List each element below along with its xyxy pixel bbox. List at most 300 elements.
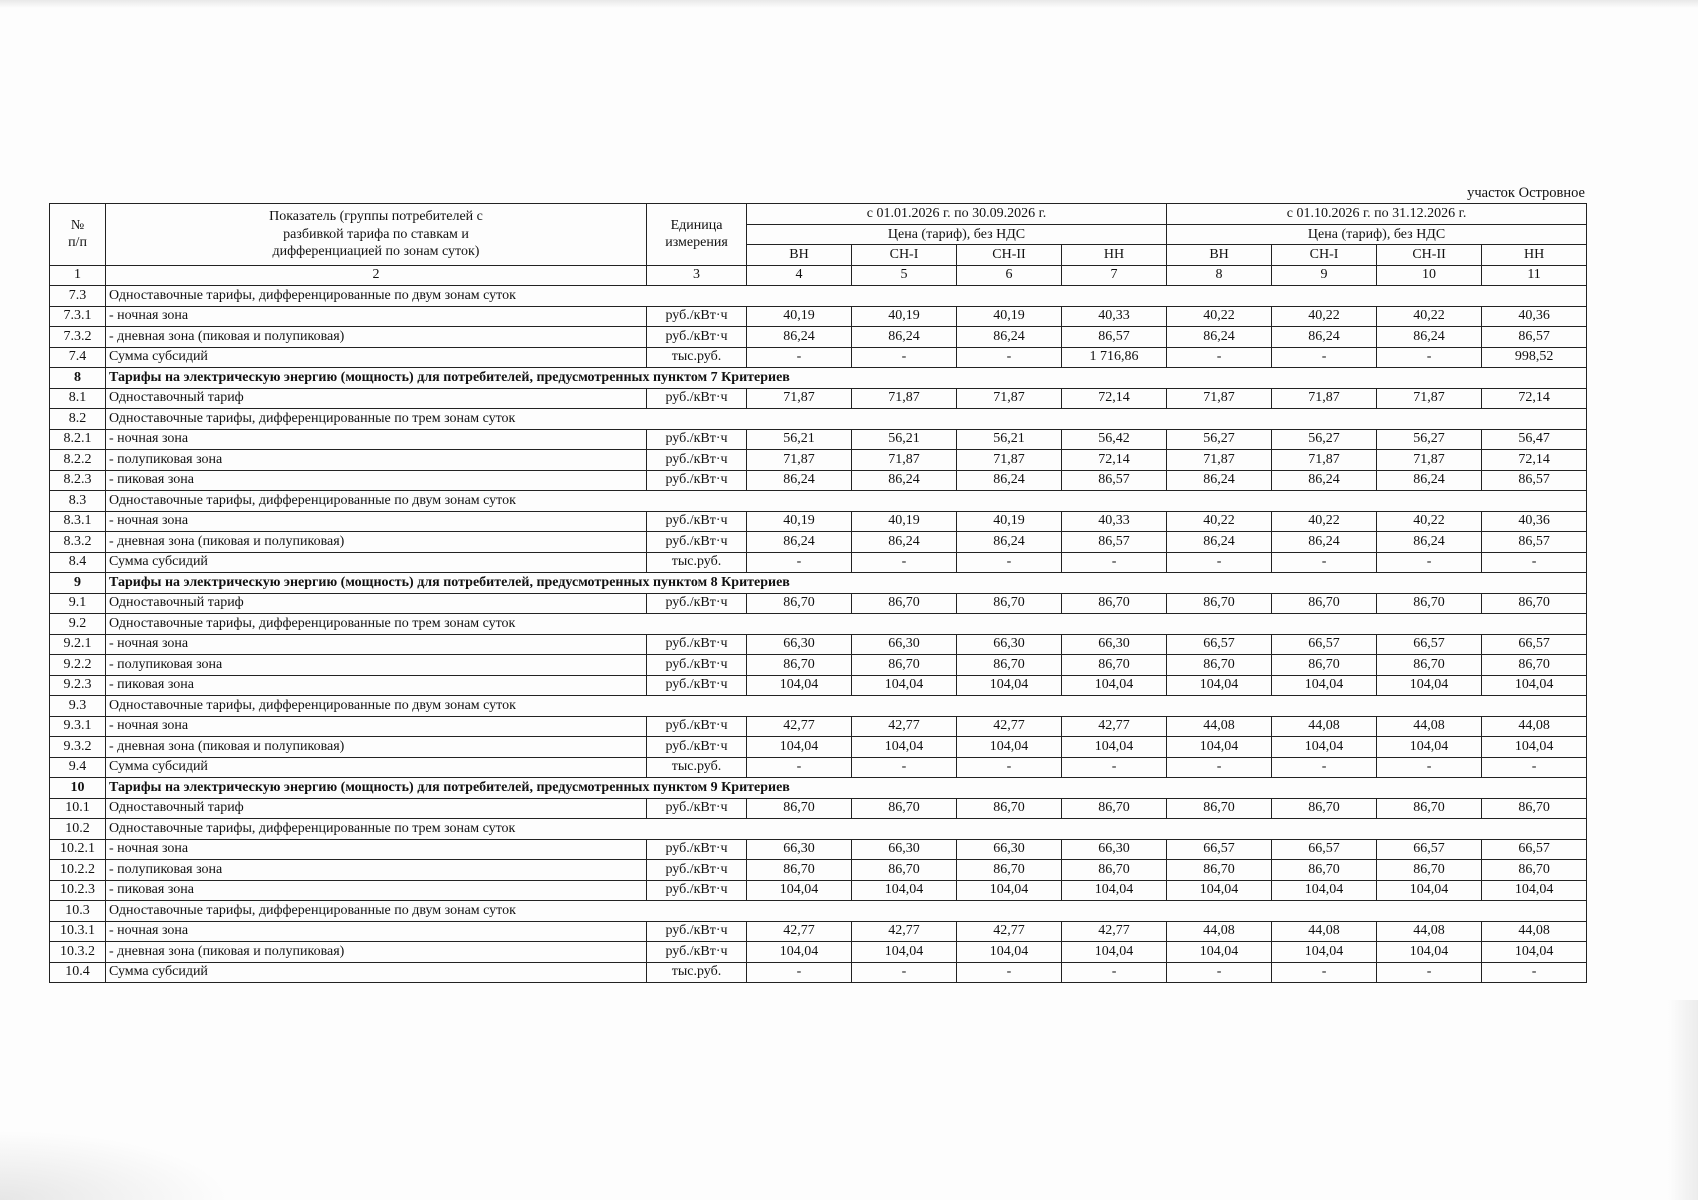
tariff-value: 72,14 <box>1062 388 1167 409</box>
column-index: 1 <box>50 265 106 286</box>
section-row <box>50 573 1587 594</box>
row-unit: руб./кВт·ч <box>647 593 747 614</box>
table-row <box>50 306 1587 327</box>
tariff-value: 56,27 <box>1377 429 1482 450</box>
row-unit: руб./кВт·ч <box>647 327 747 348</box>
column-index: 4 <box>747 265 852 286</box>
tariff-value: 86,70 <box>957 860 1062 881</box>
tariff-value: 104,04 <box>1167 737 1272 758</box>
row-number: 8.4 <box>50 552 106 573</box>
tariff-value: - <box>852 552 957 573</box>
tariff-value: 40,36 <box>1482 511 1587 532</box>
tariff-value: - <box>957 347 1062 368</box>
tariff-value: 42,77 <box>852 716 957 737</box>
header-unit-line: Единица <box>670 217 723 233</box>
row-number: 10.3 <box>50 901 106 922</box>
tariff-value: 86,57 <box>1062 327 1167 348</box>
row-number: 9.3.1 <box>50 716 106 737</box>
header-num-text: № п/п <box>68 217 87 251</box>
tariff-value: 44,08 <box>1272 716 1377 737</box>
tariff-value: 42,77 <box>957 716 1062 737</box>
row-unit: руб./кВт·ч <box>647 306 747 327</box>
tariff-value: 71,87 <box>1272 450 1377 471</box>
group-row-fill <box>647 696 1587 717</box>
tariff-value: 86,24 <box>747 470 852 491</box>
tariff-value: - <box>852 962 957 983</box>
tariff-value: 56,21 <box>852 429 957 450</box>
tariff-value: - <box>1167 757 1272 778</box>
tariff-value: 66,57 <box>1272 839 1377 860</box>
tariff-value: 42,77 <box>1062 921 1167 942</box>
tariff-value: - <box>1167 962 1272 983</box>
tariff-value: 86,70 <box>1377 798 1482 819</box>
row-number: 8.2 <box>50 409 106 430</box>
tariff-value: 86,24 <box>1377 532 1482 553</box>
tariff-value: 66,30 <box>957 839 1062 860</box>
row-indicator: Сумма субсидий <box>106 962 647 983</box>
table-row <box>50 737 1587 758</box>
tariff-value: 40,19 <box>747 511 852 532</box>
header-voltage: ВН <box>747 245 852 266</box>
row-number: 9.2.1 <box>50 634 106 655</box>
tariff-value: 86,70 <box>852 655 957 676</box>
table-row <box>50 470 1587 491</box>
region-label: участок Островное <box>1467 185 1585 201</box>
tariff-value: 40,19 <box>957 306 1062 327</box>
row-indicator: Одноставочный тариф <box>106 798 647 819</box>
row-indicator: - полупиковая зона <box>106 860 647 881</box>
tariff-value: 86,70 <box>1377 593 1482 614</box>
group-row <box>50 901 1587 922</box>
tariff-value: 86,70 <box>1062 593 1167 614</box>
tariff-value: - <box>1377 757 1482 778</box>
tariff-value: 72,14 <box>1482 450 1587 471</box>
row-indicator: - пиковая зона <box>106 675 647 696</box>
group-row <box>50 409 1587 430</box>
tariff-value: 86,70 <box>1482 655 1587 676</box>
tariff-value: - <box>1377 347 1482 368</box>
row-indicator: - полупиковая зона <box>106 655 647 676</box>
tariff-value: 104,04 <box>957 942 1062 963</box>
row-indicator: Одноставочный тариф <box>106 593 647 614</box>
row-number: 10.2.1 <box>50 839 106 860</box>
row-unit: руб./кВт·ч <box>647 655 747 676</box>
tariff-value: 86,57 <box>1482 327 1587 348</box>
row-number: 9.4 <box>50 757 106 778</box>
tariff-value: 42,77 <box>747 921 852 942</box>
tariff-value: 86,24 <box>852 327 957 348</box>
header-indicator-line: дифференциацией по зонам суток) <box>272 244 480 259</box>
column-index: 11 <box>1482 265 1587 286</box>
header-voltage: СН-II <box>1377 245 1482 266</box>
table-row <box>50 942 1587 963</box>
tariff-value: 40,22 <box>1272 306 1377 327</box>
column-index: 8 <box>1167 265 1272 286</box>
section-title: Тарифы на электрическую энергию (мощность) для потребителей, предусмотренных пунктом 9 Критериев <box>106 778 1587 799</box>
tariff-value: 40,22 <box>1272 511 1377 532</box>
tariff-value: 40,22 <box>1377 306 1482 327</box>
tariff-value: 86,24 <box>1167 470 1272 491</box>
tariff-value: - <box>852 347 957 368</box>
tariff-value: 104,04 <box>1377 675 1482 696</box>
group-row-fill <box>647 491 1587 512</box>
column-index-row <box>50 265 1587 286</box>
row-unit: руб./кВт·ч <box>647 860 747 881</box>
row-unit: руб./кВт·ч <box>647 737 747 758</box>
group-row-fill <box>647 286 1587 307</box>
tariff-value: 104,04 <box>1482 675 1587 696</box>
tariff-value: 86,70 <box>1167 593 1272 614</box>
column-index: 2 <box>106 265 647 286</box>
tariff-value: 86,70 <box>1167 860 1272 881</box>
header-unit-line: измерения <box>665 235 728 251</box>
row-number: 10.2.3 <box>50 880 106 901</box>
row-unit: тыс.руб. <box>647 552 747 573</box>
row-unit: руб./кВт·ч <box>647 880 747 901</box>
tariff-value: 104,04 <box>747 942 852 963</box>
row-unit: руб./кВт·ч <box>647 470 747 491</box>
tariff-value: - <box>957 757 1062 778</box>
row-indicator: - ночная зона <box>106 306 647 327</box>
header-voltage: НН <box>1482 245 1587 266</box>
tariff-value: 104,04 <box>1062 737 1167 758</box>
tariff-value: 86,24 <box>1377 327 1482 348</box>
tariff-value: 40,33 <box>1062 306 1167 327</box>
tariff-value: 104,04 <box>852 880 957 901</box>
tariff-value: 86,70 <box>1482 593 1587 614</box>
tariff-value: 66,30 <box>747 634 852 655</box>
group-title: Одноставочные тарифы, дифференцированные по трем зонам суток <box>106 819 647 840</box>
group-row <box>50 819 1587 840</box>
section-row <box>50 778 1587 799</box>
header-indicator-line: Показатель (группы потребителей с <box>269 209 483 224</box>
row-unit: тыс.руб. <box>647 757 747 778</box>
row-number: 8 <box>50 368 106 389</box>
row-indicator: Сумма субсидий <box>106 552 647 573</box>
tariff-value: - <box>852 757 957 778</box>
tariff-value: 56,27 <box>1167 429 1272 450</box>
row-number: 10.4 <box>50 962 106 983</box>
tariff-value: - <box>1062 757 1167 778</box>
tariff-value: - <box>957 962 1062 983</box>
tariff-value: 86,70 <box>957 593 1062 614</box>
group-title: Одноставочные тарифы, дифференцированные по двум зонам суток <box>106 491 647 512</box>
column-index: 7 <box>1062 265 1167 286</box>
tariff-value: 66,57 <box>1377 839 1482 860</box>
row-indicator: - ночная зона <box>106 634 647 655</box>
tariff-value: 104,04 <box>1167 675 1272 696</box>
table-header <box>50 204 1587 286</box>
tariff-value: - <box>747 347 852 368</box>
tariff-value: 66,30 <box>1062 839 1167 860</box>
tariff-value: 40,19 <box>747 306 852 327</box>
tariff-value: 104,04 <box>957 737 1062 758</box>
tariff-value: 104,04 <box>1377 942 1482 963</box>
tariff-value: 71,87 <box>1167 388 1272 409</box>
group-title: Одноставочные тарифы, дифференцированные по двум зонам суток <box>106 901 647 922</box>
tariff-value: 104,04 <box>1377 880 1482 901</box>
tariff-value: 998,52 <box>1482 347 1587 368</box>
tariff-value: 86,70 <box>1062 860 1167 881</box>
tariff-value: - <box>1272 757 1377 778</box>
tariff-value: 86,24 <box>852 470 957 491</box>
tariff-value: 104,04 <box>1062 880 1167 901</box>
row-number: 9 <box>50 573 106 594</box>
header-voltage: СН-II <box>957 245 1062 266</box>
row-indicator: Сумма субсидий <box>106 347 647 368</box>
table-row <box>50 450 1587 471</box>
column-index: 3 <box>647 265 747 286</box>
tariff-value: 86,57 <box>1062 470 1167 491</box>
header-unit <box>647 204 747 266</box>
tariff-value: 86,24 <box>957 532 1062 553</box>
row-number: 9.1 <box>50 593 106 614</box>
tariff-value: 86,70 <box>1377 860 1482 881</box>
row-number: 10.2.2 <box>50 860 106 881</box>
tariff-value: 104,04 <box>957 675 1062 696</box>
row-number: 7.4 <box>50 347 106 368</box>
group-row-fill <box>647 901 1587 922</box>
column-index: 6 <box>957 265 1062 286</box>
tariff-value: 66,30 <box>852 634 957 655</box>
row-number: 9.2.2 <box>50 655 106 676</box>
tariff-value: 104,04 <box>1272 737 1377 758</box>
row-number: 8.3.2 <box>50 532 106 553</box>
tariff-value: 86,24 <box>1167 532 1272 553</box>
tariff-value: 40,22 <box>1167 511 1272 532</box>
table-row <box>50 593 1587 614</box>
group-row-fill <box>647 819 1587 840</box>
row-indicator: - пиковая зона <box>106 880 647 901</box>
tariff-value: 66,57 <box>1482 839 1587 860</box>
table-row <box>50 839 1587 860</box>
row-number: 8.3 <box>50 491 106 512</box>
group-title: Одноставочные тарифы, дифференцированные по трем зонам суток <box>106 409 647 430</box>
row-number: 7.3 <box>50 286 106 307</box>
table-row <box>50 388 1587 409</box>
table-row <box>50 552 1587 573</box>
tariff-value: 86,70 <box>1377 655 1482 676</box>
group-row <box>50 614 1587 635</box>
row-number: 10.3.2 <box>50 942 106 963</box>
row-number: 7.3.1 <box>50 306 106 327</box>
table-row <box>50 880 1587 901</box>
tariff-value: 104,04 <box>1062 675 1167 696</box>
tariff-table <box>49 203 1587 983</box>
tariff-value: 56,47 <box>1482 429 1587 450</box>
tariff-value: 86,70 <box>1167 798 1272 819</box>
tariff-value: 42,77 <box>1062 716 1167 737</box>
tariff-value: 86,24 <box>852 532 957 553</box>
tariff-value: 66,57 <box>1272 634 1377 655</box>
group-title: Одноставочные тарифы, дифференцированные по трем зонам суток <box>106 614 647 635</box>
tariff-value: 71,87 <box>1272 388 1377 409</box>
row-number: 8.2.2 <box>50 450 106 471</box>
tariff-value: 86,70 <box>1272 655 1377 676</box>
tariff-value: 72,14 <box>1482 388 1587 409</box>
header-price-2: Цена (тариф), без НДС <box>1167 224 1587 245</box>
group-row <box>50 696 1587 717</box>
group-row-fill <box>647 614 1587 635</box>
tariff-value: 86,24 <box>1272 532 1377 553</box>
tariff-value: 104,04 <box>747 737 852 758</box>
tariff-value: - <box>1482 552 1587 573</box>
row-indicator: - полупиковая зона <box>106 450 647 471</box>
tariff-value: 71,87 <box>957 388 1062 409</box>
tariff-value: 71,87 <box>957 450 1062 471</box>
column-index: 5 <box>852 265 957 286</box>
tariff-value: 86,70 <box>852 860 957 881</box>
tariff-value: 66,57 <box>1167 634 1272 655</box>
tariff-value: 104,04 <box>1167 942 1272 963</box>
tariff-value: 86,24 <box>957 327 1062 348</box>
tariff-value: 44,08 <box>1167 921 1272 942</box>
header-voltage: СН-I <box>852 245 957 266</box>
tariff-value: - <box>1062 962 1167 983</box>
header-voltage: НН <box>1062 245 1167 266</box>
table-row <box>50 675 1587 696</box>
table-row <box>50 634 1587 655</box>
header-period-2: с 01.10.2026 г. по 31.12.2026 г. <box>1167 204 1587 225</box>
header-num <box>50 204 106 266</box>
tariff-value: 86,24 <box>1272 327 1377 348</box>
group-row <box>50 286 1587 307</box>
tariff-value: 56,21 <box>957 429 1062 450</box>
section-row <box>50 368 1587 389</box>
row-unit: руб./кВт·ч <box>647 634 747 655</box>
tariff-value: 86,70 <box>1272 798 1377 819</box>
table-body <box>50 286 1587 983</box>
tariff-value: 66,30 <box>747 839 852 860</box>
row-unit: руб./кВт·ч <box>647 388 747 409</box>
table-row <box>50 962 1587 983</box>
table-row <box>50 532 1587 553</box>
tariff-value: 71,87 <box>1167 450 1272 471</box>
tariff-value: - <box>1272 347 1377 368</box>
row-number: 8.1 <box>50 388 106 409</box>
tariff-value: 86,70 <box>1062 798 1167 819</box>
tariff-value: 86,24 <box>1167 327 1272 348</box>
table-row <box>50 655 1587 676</box>
scan-shadow-right <box>1668 1000 1698 1200</box>
row-unit: руб./кВт·ч <box>647 716 747 737</box>
tariff-value: 56,42 <box>1062 429 1167 450</box>
tariff-value: 72,14 <box>1062 450 1167 471</box>
row-indicator: - ночная зона <box>106 511 647 532</box>
column-index: 10 <box>1377 265 1482 286</box>
tariff-value: 86,70 <box>957 798 1062 819</box>
tariff-value: 44,08 <box>1482 716 1587 737</box>
group-row <box>50 491 1587 512</box>
row-indicator: Сумма субсидий <box>106 757 647 778</box>
tariff-value: 86,70 <box>1167 655 1272 676</box>
tariff-value: 86,70 <box>747 798 852 819</box>
tariff-value: 1 716,86 <box>1062 347 1167 368</box>
tariff-value: 44,08 <box>1272 921 1377 942</box>
tariff-value: - <box>1482 757 1587 778</box>
tariff-value: 104,04 <box>1167 880 1272 901</box>
tariff-value: 44,08 <box>1482 921 1587 942</box>
tariff-value: - <box>1062 552 1167 573</box>
row-indicator: Одноставочный тариф <box>106 388 647 409</box>
section-title: Тарифы на электрическую энергию (мощность) для потребителей, предусмотренных пунктом 8 Критериев <box>106 573 1587 594</box>
tariff-value: 86,70 <box>747 655 852 676</box>
tariff-value: 44,08 <box>1167 716 1272 737</box>
tariff-value: 40,33 <box>1062 511 1167 532</box>
table-row <box>50 798 1587 819</box>
tariff-value: 86,70 <box>852 593 957 614</box>
header-indicator-line: разбивкой тарифа по ставкам и <box>283 226 469 242</box>
header-voltage: СН-I <box>1272 245 1377 266</box>
row-number: 9.3 <box>50 696 106 717</box>
scan-shadow-top <box>0 0 1698 8</box>
tariff-value: - <box>957 552 1062 573</box>
tariff-value: 104,04 <box>1272 675 1377 696</box>
row-unit: руб./кВт·ч <box>647 429 747 450</box>
tariff-value: 104,04 <box>1062 942 1167 963</box>
tariff-value: 71,87 <box>1377 450 1482 471</box>
row-indicator: - ночная зона <box>106 839 647 860</box>
tariff-value: - <box>1167 552 1272 573</box>
row-unit: руб./кВт·ч <box>647 450 747 471</box>
row-indicator: - дневная зона (пиковая и полупиковая) <box>106 737 647 758</box>
row-unit: руб./кВт·ч <box>647 921 747 942</box>
tariff-value: 104,04 <box>1482 942 1587 963</box>
row-number: 10.3.1 <box>50 921 106 942</box>
tariff-value: 40,19 <box>852 306 957 327</box>
table-row <box>50 327 1587 348</box>
tariff-value: 86,24 <box>957 470 1062 491</box>
tariff-value: 86,70 <box>852 798 957 819</box>
tariff-value: 40,22 <box>1167 306 1272 327</box>
tariff-value: 86,57 <box>1062 532 1167 553</box>
tariff-value: 66,30 <box>852 839 957 860</box>
tariff-value: 104,04 <box>957 880 1062 901</box>
tariff-value: 71,87 <box>1377 388 1482 409</box>
table-row <box>50 757 1587 778</box>
tariff-value: 66,30 <box>957 634 1062 655</box>
row-number: 8.2.3 <box>50 470 106 491</box>
tariff-value: 71,87 <box>852 450 957 471</box>
scan-shadow-bottom-left <box>0 1130 230 1200</box>
row-indicator: - пиковая зона <box>106 470 647 491</box>
tariff-value: 40,36 <box>1482 306 1587 327</box>
row-unit: руб./кВт·ч <box>647 511 747 532</box>
column-index: 9 <box>1272 265 1377 286</box>
tariff-value: - <box>747 962 852 983</box>
tariff-value: 86,70 <box>1482 860 1587 881</box>
tariff-value: 44,08 <box>1377 716 1482 737</box>
header-period-1: с 01.01.2026 г. по 30.09.2026 г. <box>747 204 1167 225</box>
row-number: 8.3.1 <box>50 511 106 532</box>
table-row <box>50 860 1587 881</box>
row-unit: руб./кВт·ч <box>647 839 747 860</box>
tariff-value: 66,30 <box>1062 634 1167 655</box>
tariff-value: 104,04 <box>852 942 957 963</box>
tariff-value: - <box>1272 552 1377 573</box>
row-unit: руб./кВт·ч <box>647 798 747 819</box>
tariff-value: - <box>1272 962 1377 983</box>
tariff-value: 66,57 <box>1482 634 1587 655</box>
table-row <box>50 347 1587 368</box>
tariff-value: 104,04 <box>747 675 852 696</box>
tariff-value: 40,19 <box>957 511 1062 532</box>
tariff-value: 104,04 <box>1272 880 1377 901</box>
table-row <box>50 511 1587 532</box>
tariff-value: 86,24 <box>747 532 852 553</box>
tariff-value: 104,04 <box>1482 737 1587 758</box>
row-number: 9.2 <box>50 614 106 635</box>
